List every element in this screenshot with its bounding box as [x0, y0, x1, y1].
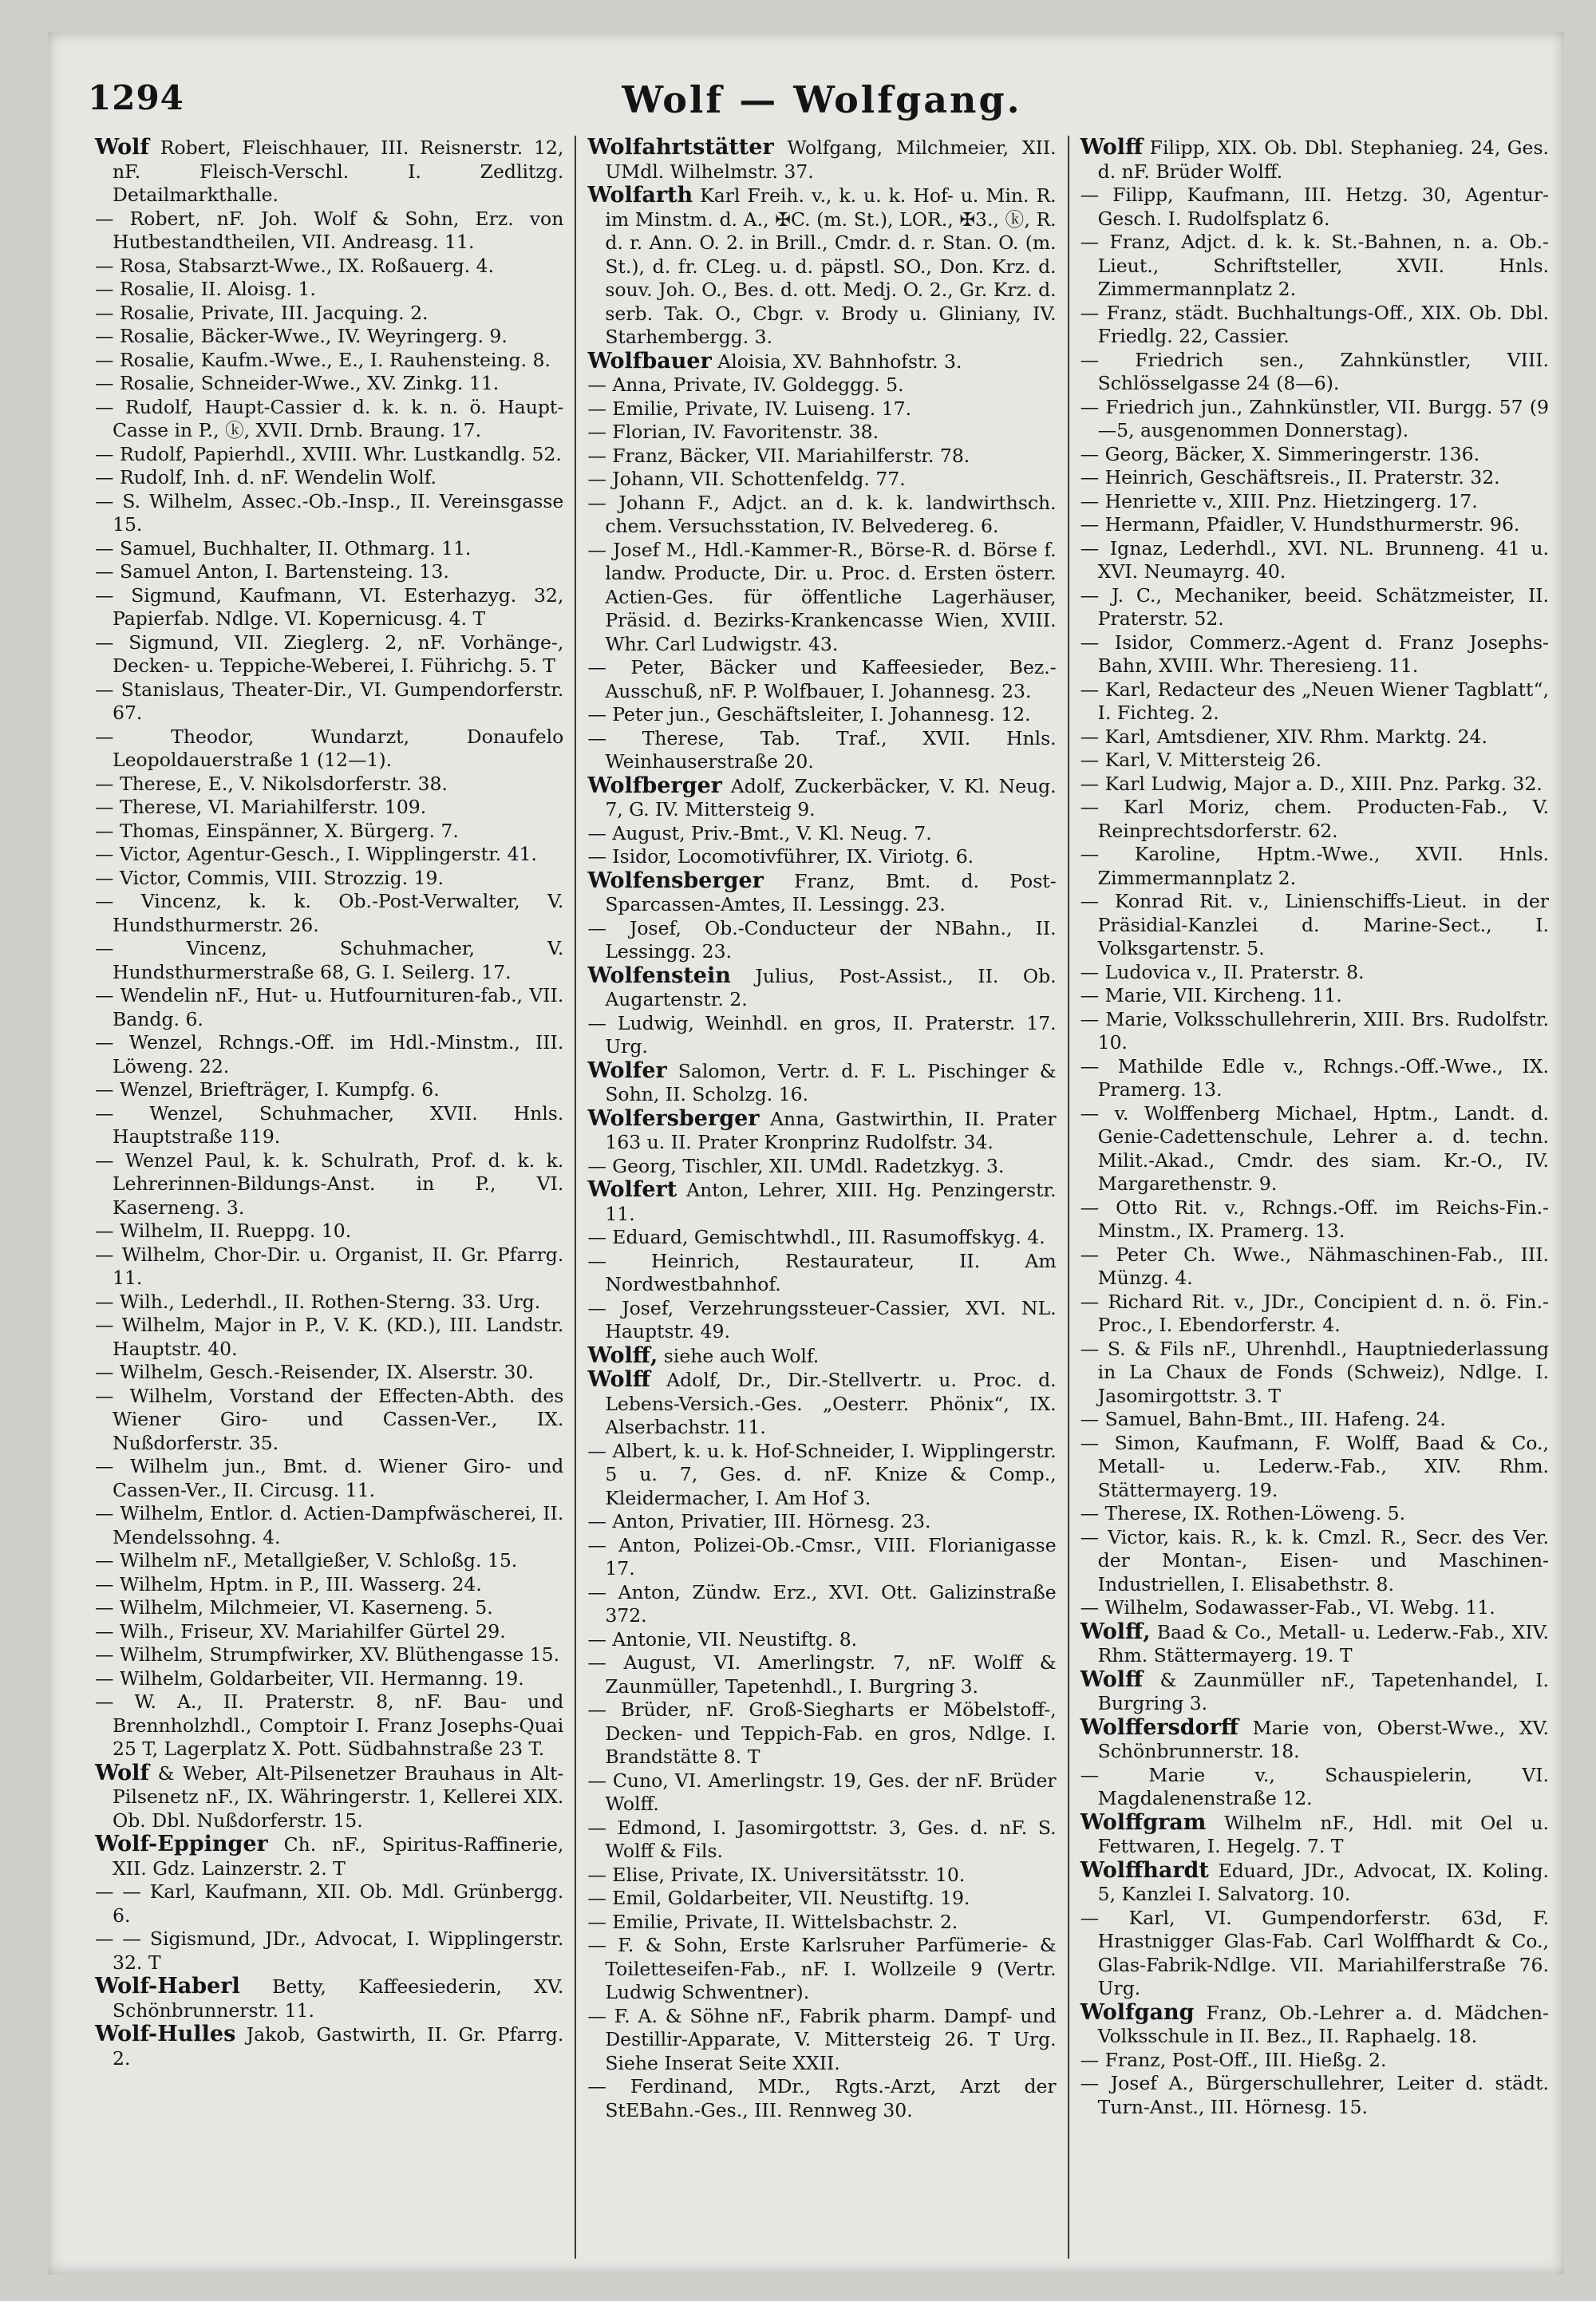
directory-entry: — Rudolf, Haupt-Cassier d. k. k. n. ö. Haupt-Casse in P., ⓚ, XVII. Drnb. Braung. 17.: [95, 395, 564, 441]
directory-entry: Wolff Filipp, XIX. Ob. Dbl. Stephanieg. 24, Ges. d. nF. Brüder Wolff.: [1080, 136, 1549, 183]
directory-entry: — Victor, kais. R., k. k. Cmzl. R., Secr. des Ver. der Montan-, Eisen- und Maschinen-Industriellen, I. Elisabethstr. 8.: [1080, 1525, 1549, 1595]
directory-entry: — Wendelin nF., Hut- u. Hutfournituren-fab., VII. Bandg. 6.: [95, 984, 564, 1030]
directory-entry: — Wilhelm nF., Metallgießer, V. Schloßg. 15.: [95, 1549, 518, 1572]
directory-entry: — Peter jun., Geschäftsleiter, I. Johannesg. 12.: [587, 703, 1031, 725]
directory-entry: — Anna, Private, IV. Goldeggg. 5.: [587, 374, 904, 396]
directory-entry: — Friedrich jun., Zahnkünstler, VII. Burgg. 57 (9—5, ausgenommen Donnerstag).: [1080, 395, 1549, 441]
page-header: [88, 72, 1556, 128]
surname-heading: Wolff,: [1080, 1619, 1151, 1644]
directory-entry: — F. & Sohn, Erste Karlsruher Parfümerie- & Toiletteseifen-Fab., nF. I. Wollzeile 9 (Vertr. Ludwig Schwentner).: [587, 1934, 1057, 2003]
directory-entry: Wolfensberger Franz, Bmt. d. Post-Sparcassen-Amtes, II. Lessingg. 23.: [587, 868, 1057, 915]
surname-heading: Wolfahrtstätter: [587, 136, 774, 160]
directory-entry: — Isidor, Locomotivführer, IX. Viriotg. 6.: [587, 845, 974, 868]
surname-heading: Wolfbauer: [587, 348, 712, 374]
directory-entry: — Franz, städt. Buchhaltungs-Off., XIX. Ob. Dbl. Friedlg. 22, Cassier.: [1080, 301, 1549, 347]
surname-heading: Wolfer: [587, 1058, 667, 1083]
directory-entry: — Karl Moriz, chem. Producten-Fab., V. Reinprechtsdorferstr. 62.: [1080, 796, 1549, 842]
directory-entry: — Simon, Kaufmann, F. Wolff, Baad & Co., Metall- u. Lederw.-Fab., XIV. Rhm. Stättermayerg. 19.: [1080, 1431, 1549, 1501]
page-number: 1294: [88, 78, 184, 117]
directory-entry: — Marie v., Schauspielerin, VI. Magdalenenstraße 12.: [1080, 1763, 1549, 1809]
directory-entry: — Vincenz, Schuhmacher, V. Hundsthurmerstraße 68, G. I. Seilerg. 17.: [95, 937, 564, 983]
directory-entry: Wolfert Anton, Lehrer, XIII. Hg. Penzingerstr. 11.: [587, 1177, 1057, 1225]
directory-entry: — Ludwig, Weinhdl. en gros, II. Praterstr. 17. Urg.: [587, 1011, 1057, 1058]
directory-entry: — J. C., Mechaniker, beeid. Schätzmeister, II. Praterstr. 52.: [1080, 583, 1549, 630]
directory-entry: — Anton, Polizei-Ob.-Cmsr., VIII. Florianigasse 17.: [587, 1533, 1057, 1579]
directory-entry: — Otto Rit. v., Rchngs.-Off. im Reichs-Fin.-Minstm., IX. Pramerg. 13.: [1080, 1196, 1549, 1242]
column-left: [84, 136, 575, 2259]
directory-entry: — Mathilde Edle v., Rchngs.-Off.-Wwe., IX. Pramerg. 13.: [1080, 1054, 1549, 1101]
directory-entry: — Rosa, Stabsarzt-Wwe., IX. Roßauerg. 4.: [95, 254, 494, 277]
directory-entry: — Filipp, Kaufmann, III. Hetzg. 30, Agentur-Gesch. I. Rudolfsplatz 6.: [1080, 184, 1549, 230]
directory-entry: — Edmond, I. Jasomirgottstr. 3, Ges. d. nF. S. Wolff & Fils.: [587, 1816, 1057, 1862]
directory-entry: — Anton, Privatier, III. Hörnesg. 23.: [587, 1510, 931, 1532]
directory-entry: Wolffersdorff Marie von, Oberst-Wwe., XV. Schönbrunnerstr. 18.: [1080, 1714, 1549, 1762]
directory-page: [48, 32, 1564, 2275]
directory-entry: — Rudolf, Inh. d. nF. Wendelin Wolf.: [95, 466, 437, 488]
directory-entry: — Karl, VI. Gumpendorferstr. 63d, F. Hrastnigger Glas-Fab. Carl Wolffhardt & Co., Glas-Fabrik-Ndlge. VII. Mariahilferstraße 76. Urg.: [1080, 1906, 1549, 1999]
directory-entry: — August, Priv.-Bmt., V. Kl. Neug. 7.: [587, 821, 932, 844]
directory-columns: [84, 136, 1560, 2259]
directory-entry: — Rosalie, II. Aloisg. 1.: [95, 278, 316, 300]
directory-entry: — Hermann, Pfaidler, V. Hundsthurmerstr. 96.: [1080, 513, 1520, 536]
directory-entry: — Wilhelm, Vorstand der Effecten-Abth. des Wiener Giro- und Cassen-Ver., IX. Nußdorferstr. 35.: [95, 1384, 564, 1454]
directory-entry: — Wilhelm, Hptm. in P., III. Wasserg. 24.: [95, 1572, 482, 1595]
surname-heading: Wolffgram: [1080, 1809, 1207, 1835]
directory-entry: Wolfberger Adolf, Zuckerbäcker, V. Kl. Neug. 7, G. IV. Mittersteig 9.: [587, 773, 1057, 820]
surname-heading: Wolf: [95, 1760, 150, 1785]
directory-entry: — Peter Ch. Wwe., Nähmaschinen-Fab., III. Münzg. 4.: [1080, 1243, 1549, 1289]
surname-heading: Wolffhardt: [1080, 1857, 1209, 1883]
directory-entry: — — Sigismund, JDr., Advocat, I. Wipplingerstr. 32. T: [95, 1927, 564, 1974]
directory-entry: — Elise, Private, IX. Universitätsstr. 10.: [587, 1863, 966, 1886]
directory-entry: — S. Wilhelm, Assec.-Ob.-Insp., II. Vereinsgasse 15.: [95, 489, 564, 536]
directory-entry: — Anton, Zündw. Erz., XVI. Ott. Galizinstraße 372.: [587, 1580, 1057, 1627]
directory-entry: — — Karl, Kaufmann, XII. Ob. Mdl. Grünbergg. 6.: [95, 1880, 564, 1927]
surname-heading: Wolff: [587, 1367, 650, 1392]
directory-entry: Wolfenstein Julius, Post-Assist., II. Ob. Augartenstr. 2.: [587, 963, 1057, 1010]
directory-entry: — Marie, VII. Kircheng. 11.: [1080, 984, 1342, 1006]
surname-heading: Wolfert: [587, 1177, 678, 1202]
directory-entry: — Rosalie, Schneider-Wwe., XV. Zinkg. 11.: [95, 372, 500, 394]
surname-heading: Wolfensberger: [587, 868, 764, 893]
directory-entry: — Franz, Post-Off., III. Hießg. 2.: [1080, 2048, 1387, 2071]
directory-entry: — S. & Fils nF., Uhrenhdl., Hauptniederlassung in La Chaux de Fonds (Schweiz), Ndlge. I. Jasomirgottstr. 3. T: [1080, 1337, 1549, 1407]
directory-entry: — Heinrich, Geschäftsreis., II. Praterstr. 32.: [1080, 466, 1500, 488]
directory-entry: — Emil, Goldarbeiter, VII. Neustiftg. 19.: [587, 1887, 970, 1909]
directory-entry: — Vincenz, k. k. Ob.-Post-Verwalter, V. Hundsthurmerstr. 26.: [95, 890, 564, 936]
directory-entry: — v. Wolffenberg Michael, Hptm., Landt. d. Genie-Cadettenschule, Lehrer a. d. techn. Milit.-Akad., Cmdr. des siam. Kr.-O., IV. Margarethenstr. 9.: [1080, 1101, 1549, 1195]
directory-entry: — Franz, Adjct. d. k. k. St.-Bahnen, n. a. Ob.-Lieut., Schriftsteller, XVII. Hnls. Zimmermannplatz 2.: [1080, 231, 1549, 300]
directory-entry: Wolfbauer Aloisia, XV. Bahnhofstr. 3.: [587, 348, 962, 374]
directory-entry: — Sigmund, Kaufmann, VI. Esterhazyg. 32, Papierfab. Ndlge. VI. Kopernicusg. 4. T: [95, 583, 564, 630]
directory-entry: — Wilhelm, Major in P., V. K. (KD.), III. Landstr. Hauptstr. 40.: [95, 1314, 564, 1360]
column-right: [1068, 136, 1560, 2259]
directory-entry: — Wilhelm, Milchmeier, VI. Kaserneng. 5.: [95, 1596, 493, 1619]
directory-entry: — Wilhelm, Chor-Dir. u. Organist, II. Gr. Pfarrg. 11.: [95, 1243, 564, 1289]
directory-entry: Wolfahrtstätter Wolfgang, Milchmeier, XII. UMdl. Wilhelmstr. 37.: [587, 136, 1057, 183]
directory-entry: — Ferdinand, MDr., Rgts.-Arzt, Arzt der StEBahn.-Ges., III. Rennweg 30.: [587, 2075, 1057, 2121]
directory-entry: Wolff Adolf, Dr., Dir.-Stellvertr. u. Proc. d. Lebens-Versich.-Ges. „Oesterr. Phönix“, IX. Alserbachstr. 11.: [587, 1367, 1057, 1438]
directory-entry: — Emilie, Private, II. Wittelsbachstr. 2.: [587, 1910, 958, 1933]
directory-entry: — Therese, IX. Rothen-Löweng. 5.: [1080, 1502, 1406, 1524]
directory-entry: — Franz, Bäcker, VII. Mariahilferstr. 78.: [587, 444, 970, 467]
directory-entry: — Josef, Ob.-Conducteur der NBahn., II. Lessingg. 23.: [587, 916, 1057, 963]
directory-entry: — Josef, Verzehrungssteuer-Cassier, XVI. NL. Hauptstr. 49.: [587, 1296, 1057, 1342]
directory-entry: Wolf-Haberl Betty, Kaffeesiederin, XV. Schönbrunnerstr. 11.: [95, 1974, 564, 2022]
directory-entry: — Wenzel Paul, k. k. Schulrath, Prof. d. k. k. Lehrerinnen-Bildungs-Anst. in P., VI. Kaserneng. 3.: [95, 1149, 564, 1219]
directory-entry: — Wenzel, Briefträger, I. Kumpfg. 6.: [95, 1078, 440, 1101]
directory-entry: — Friedrich sen., Zahnkünstler, VIII. Schlösselgasse 24 (8—6).: [1080, 348, 1549, 394]
directory-entry: — Heinrich, Restaurateur, II. Am Nordwestbahnhof.: [587, 1249, 1057, 1295]
directory-entry: — Wilh., Friseur, XV. Mariahilfer Gürtel 29.: [95, 1619, 506, 1643]
surname-heading: Wolfenstein: [587, 963, 731, 988]
surname-heading: Wolffersdorff: [1080, 1714, 1239, 1740]
directory-entry: — Victor, Commis, VIII. Strozzig. 19.: [95, 866, 444, 889]
directory-entry: Wolfarth Karl Freih. v., k. u. k. Hof- u. Min. R. im Minstm. d. A., ✠C. (m. St.), LOR., ✠3., ⓚ, R. d. r. Ann. O. 2. in Brill., Cmdr. d. r. Stan. O. (m. St.), d. fr. CLeg. u. d. päpstl. SO., Don. Krz. d. souv. Joh. O., Bes. d. ott. Medj. O. 2., Gr. Krz. d. serb. Tak. O., Cbgr. v. Brody u. Gliniany, IV. Starhembergg. 3.: [587, 183, 1057, 348]
directory-entry: — Wilhelm, Entlor. d. Actien-Dampfwäscherei, II. Mendelssohng. 4.: [95, 1502, 564, 1548]
directory-entry: Wolf Robert, Fleischhauer, III. Reisnerstr. 12, nF. Fleisch-Verschl. I. Zedlitzg. Detailmarkthalle.: [95, 136, 564, 206]
directory-entry: — Richard Rit. v., JDr., Concipient d. n. ö. Fin.-Proc., I. Ebendorferstr. 4.: [1080, 1290, 1549, 1336]
surname-heading: Wolfgang: [1080, 1999, 1195, 2025]
directory-entry: — Isidor, Commerz.-Agent d. Franz Josephs-Bahn, XVIII. Whr. Theresieng. 11.: [1080, 631, 1549, 677]
surname-heading: Wolf-Hulles: [95, 2022, 236, 2046]
surname-heading: Wolff: [1080, 136, 1144, 160]
surname-heading: Wolfberger: [587, 773, 722, 798]
directory-entry: — Thomas, Einspänner, X. Bürgerg. 7.: [95, 819, 459, 842]
directory-entry: — Konrad Rit. v., Linienschiffs-Lieut. in der Präsidial-Kanzlei d. Marine-Sect., I. Volksgartenstr. 5.: [1080, 890, 1549, 959]
directory-entry: — Josef A., Bürgerschullehrer, Leiter d. städt. Turn-Anst., III. Hörnesg. 15.: [1080, 2072, 1549, 2118]
directory-entry: Wolff, siehe auch Wolf.: [587, 1342, 820, 1368]
directory-entry: — Albert, k. u. k. Hof-Schneider, I. Wipplingerstr. 5 u. 7, Ges. d. nF. Knize & Comp., Kleidermacher, I. Am Hof 3.: [587, 1439, 1057, 1509]
directory-entry: — Rudolf, Papierhdl., XVIII. Whr. Lustkandlg. 52.: [95, 442, 562, 465]
directory-entry: — Rosalie, Kaufm.-Wwe., E., I. Rauhensteing. 8.: [95, 348, 551, 371]
directory-entry: — Ignaz, Lederhdl., XVI. NL. Brunneng. 41 u. XVI. Neumayrg. 40.: [1080, 536, 1549, 583]
directory-entry: Wolfer Salomon, Vertr. d. F. L. Pischinger & Sohn, II. Scholzg. 16.: [587, 1058, 1057, 1105]
directory-entry: — Georg, Bäcker, X. Simmeringerstr. 136.: [1080, 442, 1480, 465]
directory-entry: Wolf-Eppinger Ch. nF., Spiritus-Raffinerie, XII. Gdz. Lainzerstr. 2. T: [95, 1832, 564, 1880]
directory-entry: — August, VI. Amerlingstr. 7, nF. Wolff & Zaunmüller, Tapetenhdl., I. Burgring 3.: [587, 1651, 1057, 1698]
directory-entry: Wolff, Baad & Co., Metall- u. Lederw.-Fab., XIV. Rhm. Stättermayerg. 19. T: [1080, 1619, 1549, 1666]
directory-entry: — Rosalie, Bäcker-Wwe., IV. Weyringerg. 9.: [95, 325, 508, 347]
running-title: Wolf — Wolfgang.: [622, 78, 1022, 121]
directory-entry: — Peter, Bäcker und Kaffeesieder, Bez.-Ausschuß, nF. P. Wolfbauer, I. Johannesg. 23.: [587, 656, 1057, 702]
directory-entry: — Antonie, VII. Neustiftg. 8.: [587, 1627, 858, 1651]
surname-heading: Wolff,: [587, 1342, 658, 1368]
surname-heading: Wolfarth: [587, 183, 693, 208]
directory-entry: — Josef M., Hdl.-Kammer-R., Börse-R. d. Börse f. landw. Producte, Dir. u. Proc. d. Ersten österr. Actien-Ges. für öffentliche Lagerhäuser, Präsid. d. Bezirks-Krankencasse Wien, XVIII. Whr. Carl Ludwigstr. 43.: [587, 538, 1057, 655]
directory-entry: — Sigmund, VII. Zieglerg. 2, nF. Vorhänge-, Decken- u. Teppiche-Weberei, I. Führichg. 5. T: [95, 631, 564, 677]
directory-entry: — Florian, IV. Favoritenstr. 38.: [587, 421, 879, 443]
directory-entry: — Wilhelm, Gesch.-Reisender, IX. Alserstr. 30.: [95, 1361, 534, 1383]
directory-entry: — Eduard, Gemischtwhdl., III. Rasumoffskyg. 4.: [587, 1226, 1045, 1248]
directory-entry: — Brüder, nF. Groß-Siegharts er Möbelstoff-, Decken- und Teppich-Fab. en gros, Ndlge. I. Brandstätte 8. T: [587, 1698, 1057, 1768]
directory-entry: — Emilie, Private, IV. Luiseng. 17.: [587, 397, 912, 420]
directory-entry: Wolffhardt Eduard, JDr., Advocat, IX. Koling. 5, Kanzlei I. Salvatorg. 10.: [1080, 1857, 1549, 1905]
surname-heading: Wolf: [95, 136, 150, 160]
surname-heading: Wolff: [1080, 1666, 1144, 1692]
surname-heading: Wolf-Eppinger: [95, 1832, 268, 1856]
directory-entry: — Rosalie, Private, III. Jacquing. 2.: [95, 301, 429, 324]
directory-entry: — Wenzel, Schuhmacher, XVII. Hnls. Hauptstraße 119.: [95, 1101, 564, 1148]
surname-heading: Wolfersberger: [587, 1105, 760, 1131]
directory-entry: — Karoline, Hptm.-Wwe., XVII. Hnls. Zimmermannplatz 2.: [1080, 843, 1549, 889]
directory-entry: Wolf-Hulles Jakob, Gastwirth, II. Gr. Pfarrg. 2.: [95, 2022, 564, 2070]
directory-entry: — Therese, VI. Mariahilferstr. 109.: [95, 796, 427, 818]
directory-entry: Wolfgang Franz, Ob.-Lehrer a. d. Mädchen-Volksschule in II. Bez., II. Raphaelg. 18.: [1080, 1999, 1549, 2047]
directory-entry: — Theodor, Wundarzt, Donaufelo Leopoldauerstraße 1 (12—1).: [95, 725, 564, 771]
directory-entry: — Samuel, Buchhalter, II. Othmarg. 11.: [95, 536, 472, 559]
directory-entry: — F. A. & Söhne nF., Fabrik pharm. Dampf- und Destillir-Apparate, V. Mittersteig 26. T Urg. Siehe Inserat Seite XXII.: [587, 2004, 1057, 2074]
directory-entry: — Wilhelm, Sodawasser-Fab., VI. Webg. 11.: [1080, 1596, 1495, 1619]
directory-entry: — Henriette v., XIII. Pnz. Hietzingerg. 17.: [1080, 489, 1478, 512]
surname-heading: Wolf-Haberl: [95, 1974, 240, 1999]
directory-entry: — Karl, Redacteur des „Neuen Wiener Tagblatt“, I. Fichteg. 2.: [1080, 678, 1549, 724]
directory-entry: — Wilhelm, II. Rueppg. 10.: [95, 1220, 352, 1242]
column-middle: [575, 136, 1067, 2259]
directory-entry: — Stanislaus, Theater-Dir., VI. Gumpendorferstr. 67.: [95, 678, 564, 724]
directory-entry: — Karl, Amtsdiener, XIV. Rhm. Marktg. 24.: [1080, 725, 1487, 748]
directory-entry: — Wilh., Lederhdl., II. Rothen-Sterng. 33. Urg.: [95, 1290, 541, 1313]
directory-entry: — Victor, Agentur-Gesch., I. Wipplingerstr. 41.: [95, 843, 538, 865]
directory-entry: — Wilhelm, Strumpfwirker, XV. Blüthengasse 15.: [95, 1643, 560, 1666]
directory-entry: — Karl Ludwig, Major a. D., XIII. Pnz. Parkg. 32.: [1080, 772, 1543, 795]
directory-entry: — Robert, nF. Joh. Wolf & Sohn, Erz. von Hutbestandtheilen, VII. Andreasg. 11.: [95, 207, 564, 253]
directory-entry: — W. A., II. Praterstr. 8, nF. Bau- und Brennholzhdl., Comptoir I. Franz Josephs-Quai 25 T, Lagerplatz X. Pott. Südbahnstraße 23 T.: [95, 1690, 564, 1760]
directory-entry: — Johann F., Adjct. an d. k. k. landwirthsch. chem. Versuchsstation, IV. Belvedereg. 6.: [587, 491, 1057, 537]
directory-entry: Wolff & Zaunmüller nF., Tapetenhandel, I. Burgring 3.: [1080, 1666, 1549, 1714]
directory-entry: — Georg, Tischler, XII. UMdl. Radetzkyg. 3.: [587, 1154, 1005, 1177]
directory-entry: — Wenzel, Rchngs.-Off. im Hdl.-Minstm., III. Löweng. 22.: [95, 1031, 564, 1077]
directory-entry: — Karl, V. Mittersteig 26.: [1080, 749, 1322, 771]
directory-entry: — Wilhelm jun., Bmt. d. Wiener Giro- und Cassen-Ver., II. Circusg. 11.: [95, 1455, 564, 1501]
directory-entry: — Ludovica v., II. Praterstr. 8.: [1080, 960, 1365, 983]
directory-entry: — Therese, E., V. Nikolsdorferstr. 38.: [95, 772, 448, 795]
directory-entry: Wolf & Weber, Alt-Pilsenetzer Brauhaus in Alt-Pilsenetz nF., IX. Währingerstr. 1, Kellerei XIX. Ob. Dbl. Nußdorferstr. 15.: [95, 1760, 564, 1832]
directory-entry: — Cuno, VI. Amerlingstr. 19, Ges. der nF. Brüder Wolff.: [587, 1769, 1057, 1815]
directory-entry: — Johann, VII. Schottenfeldg. 77.: [587, 468, 906, 490]
directory-entry: — Wilhelm, Goldarbeiter, VII. Hermanng. 19.: [95, 1666, 524, 1690]
directory-entry: Wolffgram Wilhelm nF., Hdl. mit Oel u. Fettwaren, I. Hegelg. 7. T: [1080, 1809, 1549, 1857]
directory-entry: — Samuel Anton, I. Bartensteing. 13.: [95, 560, 449, 583]
directory-entry: — Marie, Volksschullehrerin, XIII. Brs. Rudolfstr. 10.: [1080, 1007, 1549, 1054]
directory-entry: Wolfersberger Anna, Gastwirthin, II. Prater 163 u. II. Prater Kronprinz Rudolfstr. 34.: [587, 1105, 1057, 1153]
directory-entry: — Samuel, Bahn-Bmt., III. Hafeng. 24.: [1080, 1408, 1446, 1430]
directory-entry: — Therese, Tab. Traf., XVII. Hnls. Weinhauserstraße 20.: [587, 726, 1057, 773]
